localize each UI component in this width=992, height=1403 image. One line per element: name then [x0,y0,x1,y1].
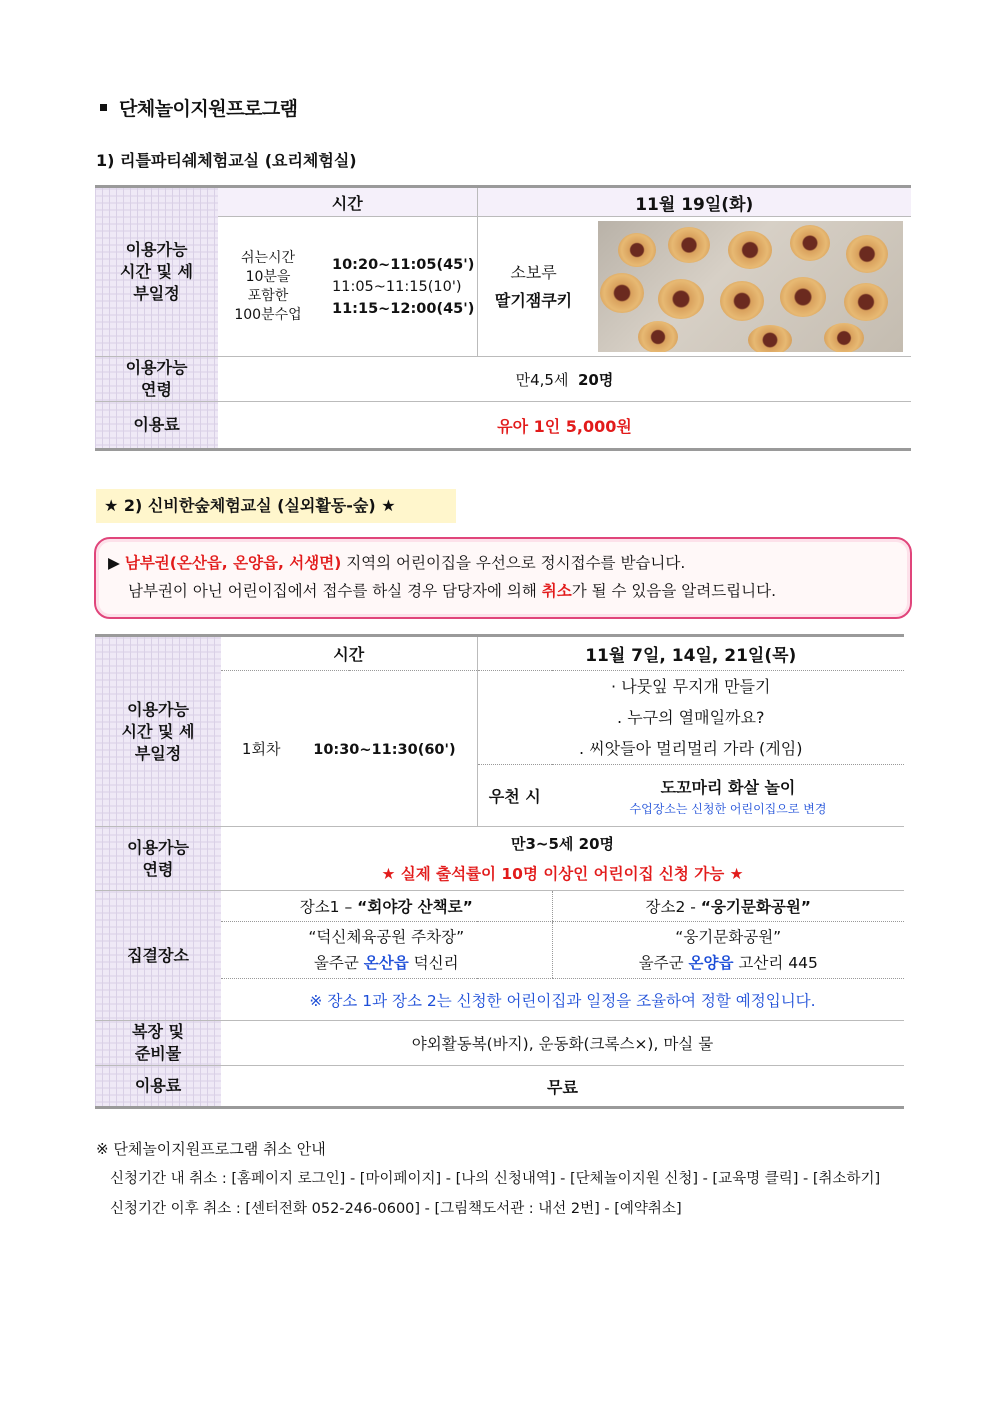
program1-table [95,185,911,451]
age-label [95,357,218,402]
program2-title: ★ 2) 신비한숲체험교실 (실외활동-숲) ★ [96,489,456,523]
menu-name [478,259,590,315]
notice-cancel: 취소 [541,582,572,600]
age-label-text: 이용가능 연령 [127,837,189,879]
header-time: 시간 [221,636,477,671]
place1-site: “덕신체육공원 주차장” [308,928,465,946]
activity-item: · 나뭇잎 무지개 만들기 [611,677,771,696]
fee-value: 유아 1인 5,000원 [497,416,632,436]
time-slot: 11:15~12:00(45') [332,300,475,317]
schedule-label [95,187,218,357]
rain-label: 우천 시 [477,765,552,827]
menu-cell [477,217,911,357]
cancel-guide-title: ※ 단체놀이지원프로그램 취소 안내 [96,1140,326,1158]
place-label: 집결장소 [95,891,221,1021]
cancel-guide-line: 신청기간 내 취소 : [홈페이지 로그인] - [마이페이지] - [나의 신청내역] - [단체놀이지원 신청] - [교육명 클릭] - [취소하기] [110,1171,881,1187]
place1-title-prefix: 장소1 – [299,898,358,916]
break-note-line: 10분을 [245,268,291,285]
menu-line: 딸기잼쿠키 [494,290,573,310]
place2-address [553,950,905,976]
header-time: 시간 [218,187,477,217]
break-note-line: 100분수업 [234,306,302,323]
break-note [218,249,318,325]
time-slot: 10:20~11:05(45') [332,256,475,273]
address-part: 덕신리 [408,954,459,972]
age-condition: ★ 실제 출석률이 10명 이상인 어린이집 신청 가능 ★ [381,864,744,883]
cookie-photo [598,221,903,352]
activity-item: . 씨앗들아 멀리멀리 가라 (게임) [579,739,803,758]
age-count: 20명 [578,370,614,389]
section-title [100,94,298,121]
time-slot: 11:05~11:15(10') [332,278,462,295]
address-part: 울주군 [313,954,364,972]
notice-text: 남부권이 아닌 어린이집에서 접수를 하실 경우 담당자에 의해 [128,582,542,600]
break-note-line: 포함한 [247,287,289,304]
notice-region: 남부권(온산읍, 온양읍, 서생면) [124,554,342,572]
menu-line: 소보루 [510,262,557,282]
age-text: 만4,5세 [515,370,569,389]
program2-table [95,634,904,1109]
place2-title-name: “웅기문화공원” [700,898,811,916]
session-time: 10:30~11:30(60') [313,742,456,758]
address-town: 온산읍 [363,954,409,972]
address-town: 온양읍 [688,954,734,972]
program1-title: 1) 리틀파티쉐체험교실 (요리체험실) [96,151,357,170]
address-part: 고산리 445 [733,954,818,972]
schedule-label-text: 이용가능 시간 및 세부일정 [120,240,193,303]
break-note-line: 쉬는시간 [240,249,296,266]
schedule-label [95,636,221,827]
square-bullet-icon [100,104,107,111]
notice-text: 가 될 수 있음을 알려드립니다. [571,582,777,600]
age-value: 만3~5세 20명 [510,834,614,853]
age-value [218,357,911,402]
fee-label: 이용료 [95,1066,221,1108]
rain-note: 수업장소는 신청한 어린이집으로 변경 [629,801,827,816]
notice-line-1 [108,549,910,577]
session-cell [221,671,477,827]
place2-title [552,891,904,922]
place1-title-name: “회야강 산책로” [357,898,473,916]
session-label: 1회차 [241,740,281,758]
address-part: 울주군 [638,954,689,972]
fee-label: 이용료 [95,402,218,450]
rain-activity: 도꼬마리 화살 놀이 [660,777,796,797]
activity-item: . 누구의 열매일까요? [617,708,765,727]
fee-value: 무료 [547,1077,578,1097]
cancel-guide [96,1134,880,1224]
notice-text: 지역의 어린이집을 우선으로 정시접수를 받습니다. [341,554,686,572]
age-cell [221,827,904,891]
place2-site: “웅기문화공원” [675,928,782,946]
cancel-guide-line: 신청기간 이후 취소 : [센터전화 052-246-0600] - [그림책도서관 : 내선 2번] - [예약취소] [110,1201,682,1217]
activities-cell [477,671,904,765]
arrow-icon: ▶ [108,554,120,572]
place2-title-prefix: 장소2 - [645,898,701,916]
schedule-cell [218,217,477,357]
place1-title [221,891,552,922]
place-note: ※ 장소 1과 장소 2는 신청한 어린이집과 일정을 조율하여 정할 예정입니다. [221,979,904,1021]
place1-address [221,950,552,976]
place1-detail [221,922,552,979]
age-label [95,827,221,891]
notice-line-2 [108,577,910,605]
notice-box [94,537,912,619]
header-date: 11월 19일(화) [477,187,911,217]
schedule-label-text: 이용가능 시간 및 세부일정 [121,699,195,763]
place2-detail [552,922,904,979]
time-slots [318,254,474,320]
dress-value: 야외활동복(바지), 운동화(크록스×), 마실 물 [221,1021,904,1066]
rain-cell [552,765,904,827]
dress-label [95,1021,221,1066]
dress-label-text: 복장 및 준비물 [132,1022,184,1063]
section-title-text: 단체놀이지원프로그램 [119,98,298,120]
header-date: 11월 7일, 14일, 21일(목) [477,636,904,671]
age-label-text: 이용가능 연령 [125,358,188,399]
